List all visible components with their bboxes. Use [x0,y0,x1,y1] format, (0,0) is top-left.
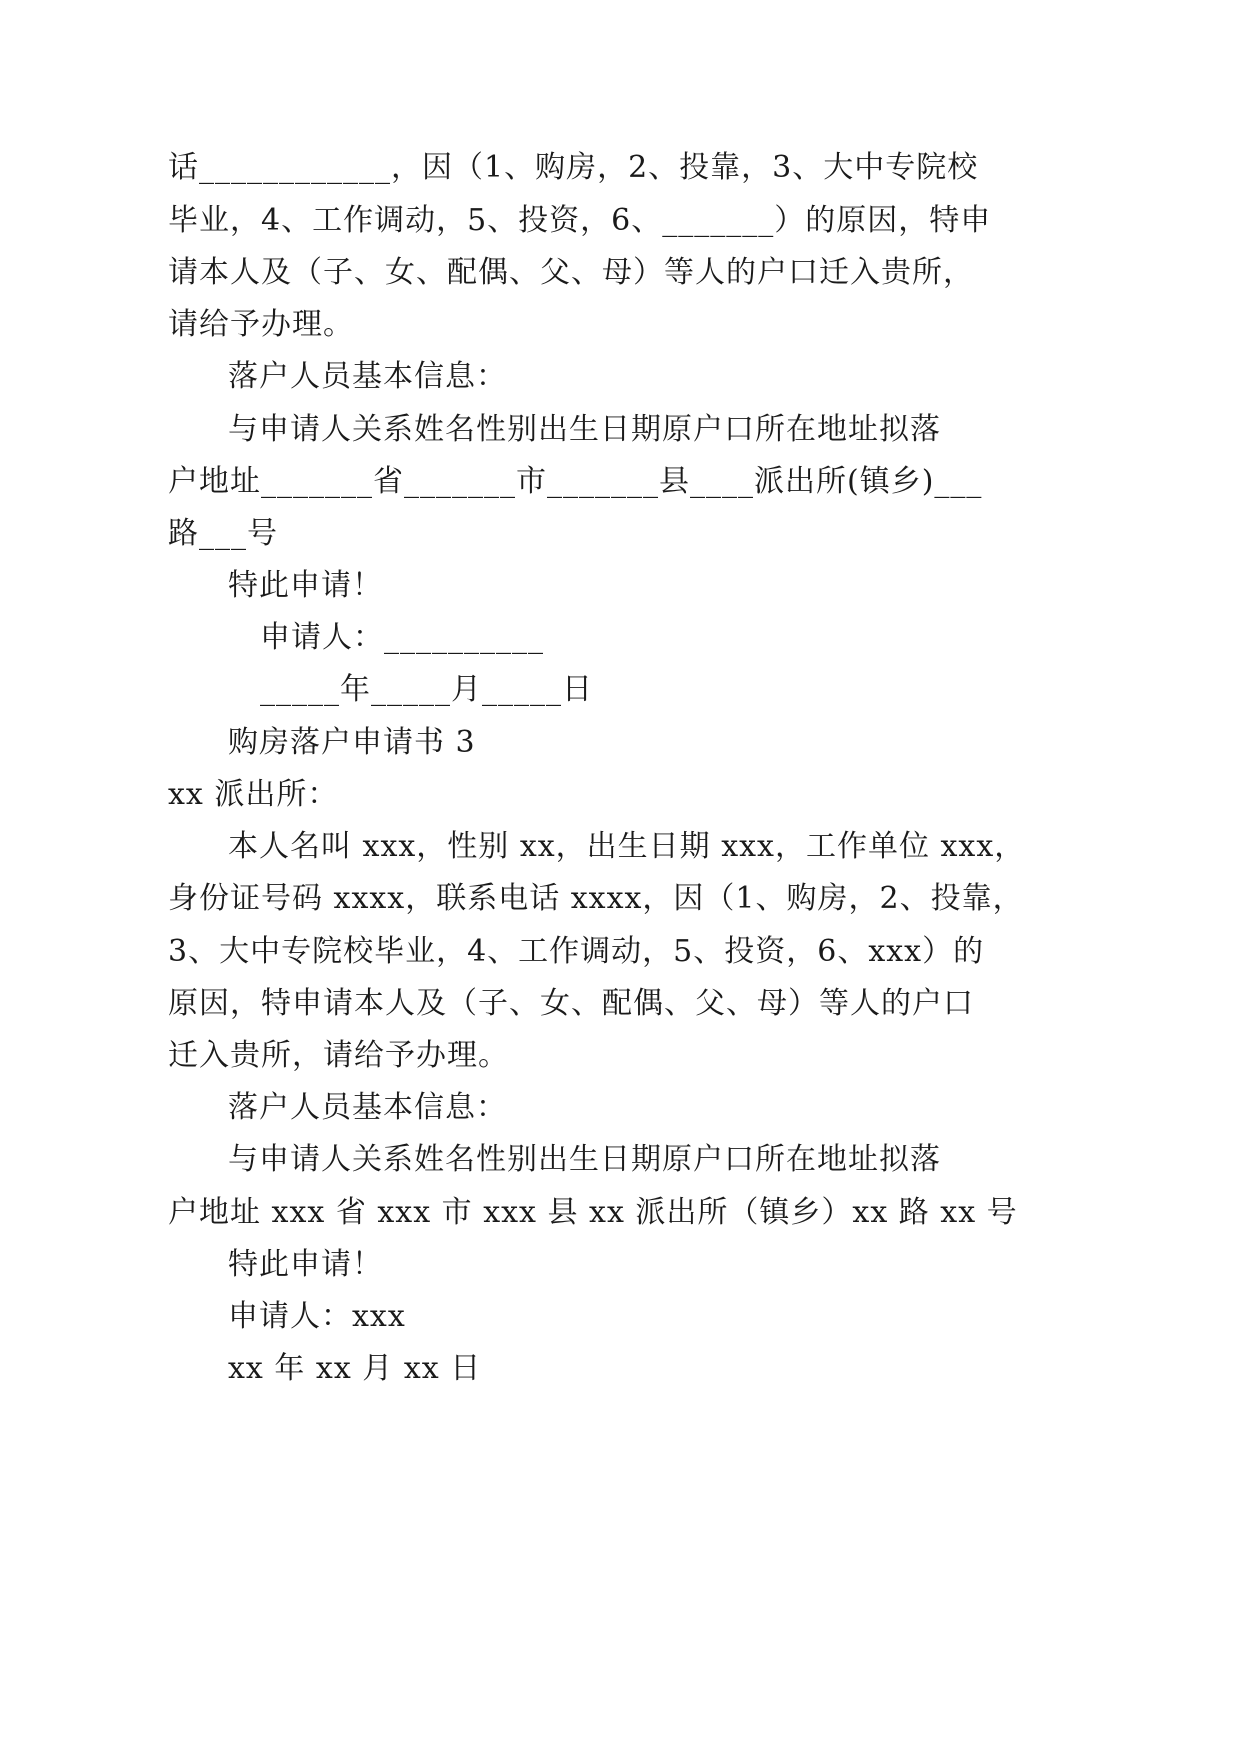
signature-date: xx 年 xx 月 xx 日 [228,1351,482,1386]
paragraph-line: 3、大中专院校毕业，4、工作调动，5、投资，6、xxx）的 [168,934,985,969]
closing-text: 特此申请！ [228,1247,383,1282]
section-title: 购房落户申请书 3 [228,725,476,760]
info-heading: 落户人员基本信息： [228,359,507,394]
paragraph-line: 身份证号码 xxxx，联系电话 xxxx，因（1、购房，2、投靠， [168,881,1024,916]
applicant-signature: 申请人：xxx [228,1299,406,1334]
info-line: 与申请人关系姓名性别出生日期原户口所在地址拟落 [228,412,941,447]
info-line: 与申请人关系姓名性别出生日期原户口所在地址拟落 [228,1142,941,1177]
paragraph-line: 毕业，4、工作调动，5、投资，6、_______）的原因，特申 [168,203,992,238]
paragraph-line: 本人名叫 xxx，性别 xx，出生日期 xxx，工作单位 xxx， [228,829,1026,864]
addressee: xx 派出所： [168,777,339,812]
info-heading: 落户人员基本信息： [228,1090,507,1125]
info-line: 路___号 [168,516,278,551]
paragraph-line: 原因，特申请本人及（子、女、配偶、父、母）等人的户口 [168,986,974,1021]
applicant-signature: 申请人：__________ [260,620,544,655]
info-line: 户地址_______省_______市_______县____派出所(镇乡)___ [168,464,983,499]
paragraph-line: 请给予办理。 [168,307,354,342]
info-line: 户地址 xxx 省 xxx 市 xxx 县 xx 派出所（镇乡）xx 路 xx 号 [168,1195,1018,1230]
paragraph-line: 迁入贵所，请给予办理。 [168,1038,509,1073]
paragraph-line: 请本人及（子、女、配偶、父、母）等人的户口迁入贵所， [168,255,974,290]
paragraph-line: 话____________，因（1、购房，2、投靠，3、大中专院校 [168,150,979,185]
signature-date: _____年_____月_____日 [260,672,593,707]
closing-text: 特此申请！ [228,568,383,603]
